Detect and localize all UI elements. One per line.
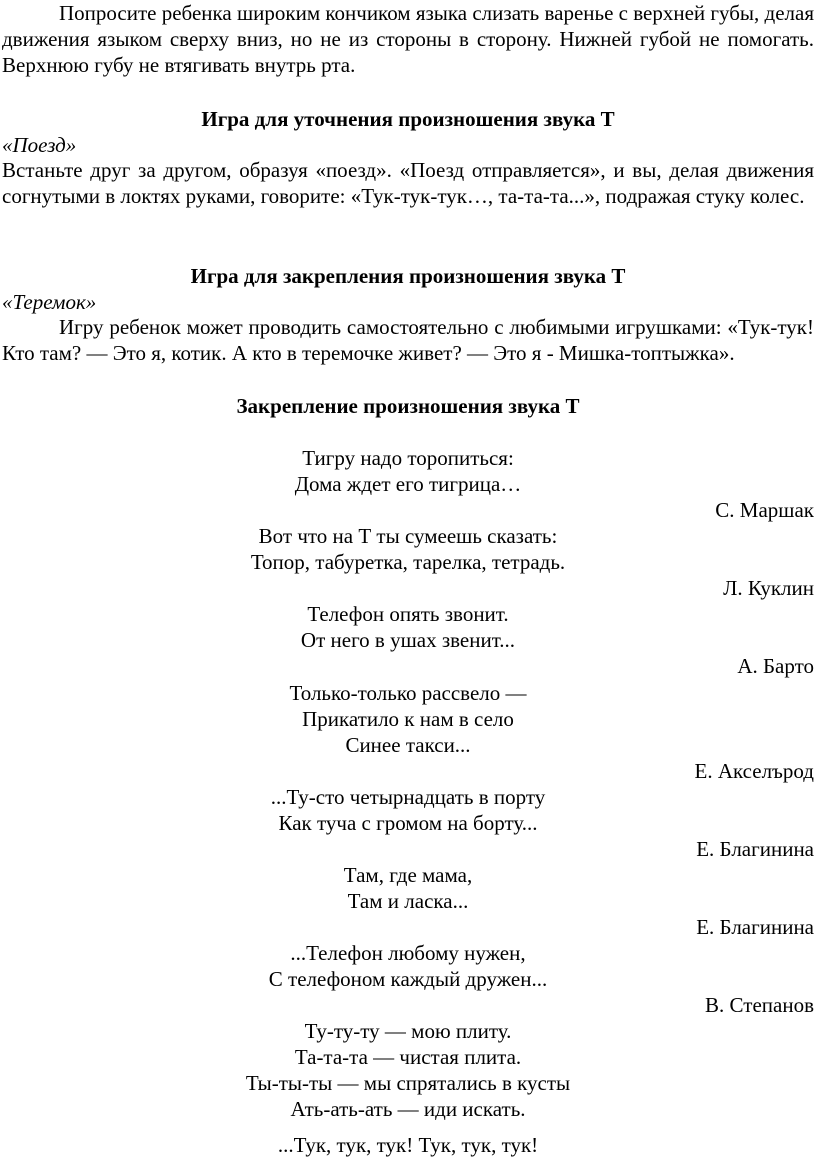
poem-line: Дома ждет его тигрица… [294, 472, 522, 496]
poem-line: Телефон опять звонит. [307, 602, 509, 626]
poem-line: Та-та-та — чистая плита. [294, 1045, 522, 1069]
poem-author: Е. Благинина [696, 915, 814, 939]
poem-line: Синее такси... [345, 733, 471, 757]
poem-line: Там и ласка... [347, 889, 469, 913]
game1-paragraph: Встаньте друг за другом, образуя «поезд». «Поезд отправляется», и вы, делая движения согнутыми в локтях руками, говорите: «Тук-тук-тук…, та-та-та...», подражая стуку колес. [2, 158, 814, 208]
poem-line: Тигру надо торопиться: [302, 446, 514, 470]
poem-line: Прикатило к нам в село [302, 707, 514, 731]
intro-paragraph: Попросите ребенка широким кончиком языка слизать варенье с верхней губы, делая движения языком сверху вниз, но не из стороны в сторону. Нижней губой не помогать. Верхнюю губу не втягивать внутрь рта. [2, 1, 814, 77]
poem-line: С телефоном каждый дружен... [268, 967, 548, 991]
poem-author: Л. Куклин [723, 576, 814, 600]
poem-author: Е. Акселърод [694, 759, 814, 783]
poem-author: С. Маршак [715, 498, 814, 522]
poem-author: В. Степанов [705, 993, 814, 1017]
poem-line: ...Тук, тук, тук! Тук, тук, тук! [277, 1133, 539, 1157]
poem-line: Только-только рассвело — [289, 681, 527, 705]
game1-title: «Поезд» [2, 133, 77, 157]
poem-author: А. Барто [737, 654, 814, 678]
game1-heading: Игра для уточнения произношения звука Т [201, 107, 615, 131]
poem-line: Там, где мама, [343, 863, 473, 887]
poem-line: Ты-ты-ты — мы спрятались в кусты [245, 1071, 571, 1095]
poem-line: ...Ту-сто четырнадцать в порту [270, 785, 546, 809]
poem-author: Е. Благинина [696, 837, 814, 861]
poem-line: Ать-ать-ать — иди искать. [290, 1097, 526, 1121]
poem-line: От него в ушах звенит... [300, 628, 516, 652]
game2-heading: Игра для закрепления произношения звука Т [190, 264, 626, 288]
poem-line: Как туча с громом на борту... [278, 811, 538, 835]
poem-line: Вот что на Т ты сумеешь сказать: [258, 524, 558, 548]
poem-line: ...Телефон любому нужен, [290, 941, 526, 965]
game2-title: «Теремок» [2, 290, 97, 314]
game2-paragraph: Игру ребенок может проводить самостоятельно с любимыми игрушками: «Тук-тук! Кто там? — Это я, котик. А кто в теремочке живет? — Это я - Мишка-топтыжка». [2, 315, 814, 365]
poems-heading: Закрепление произношения звука Т [236, 394, 580, 418]
poem-line: Топор, табуретка, тарелка, тетрадь. [250, 550, 566, 574]
poem-line: Ту-ту-ту — мою плиту. [304, 1019, 512, 1043]
